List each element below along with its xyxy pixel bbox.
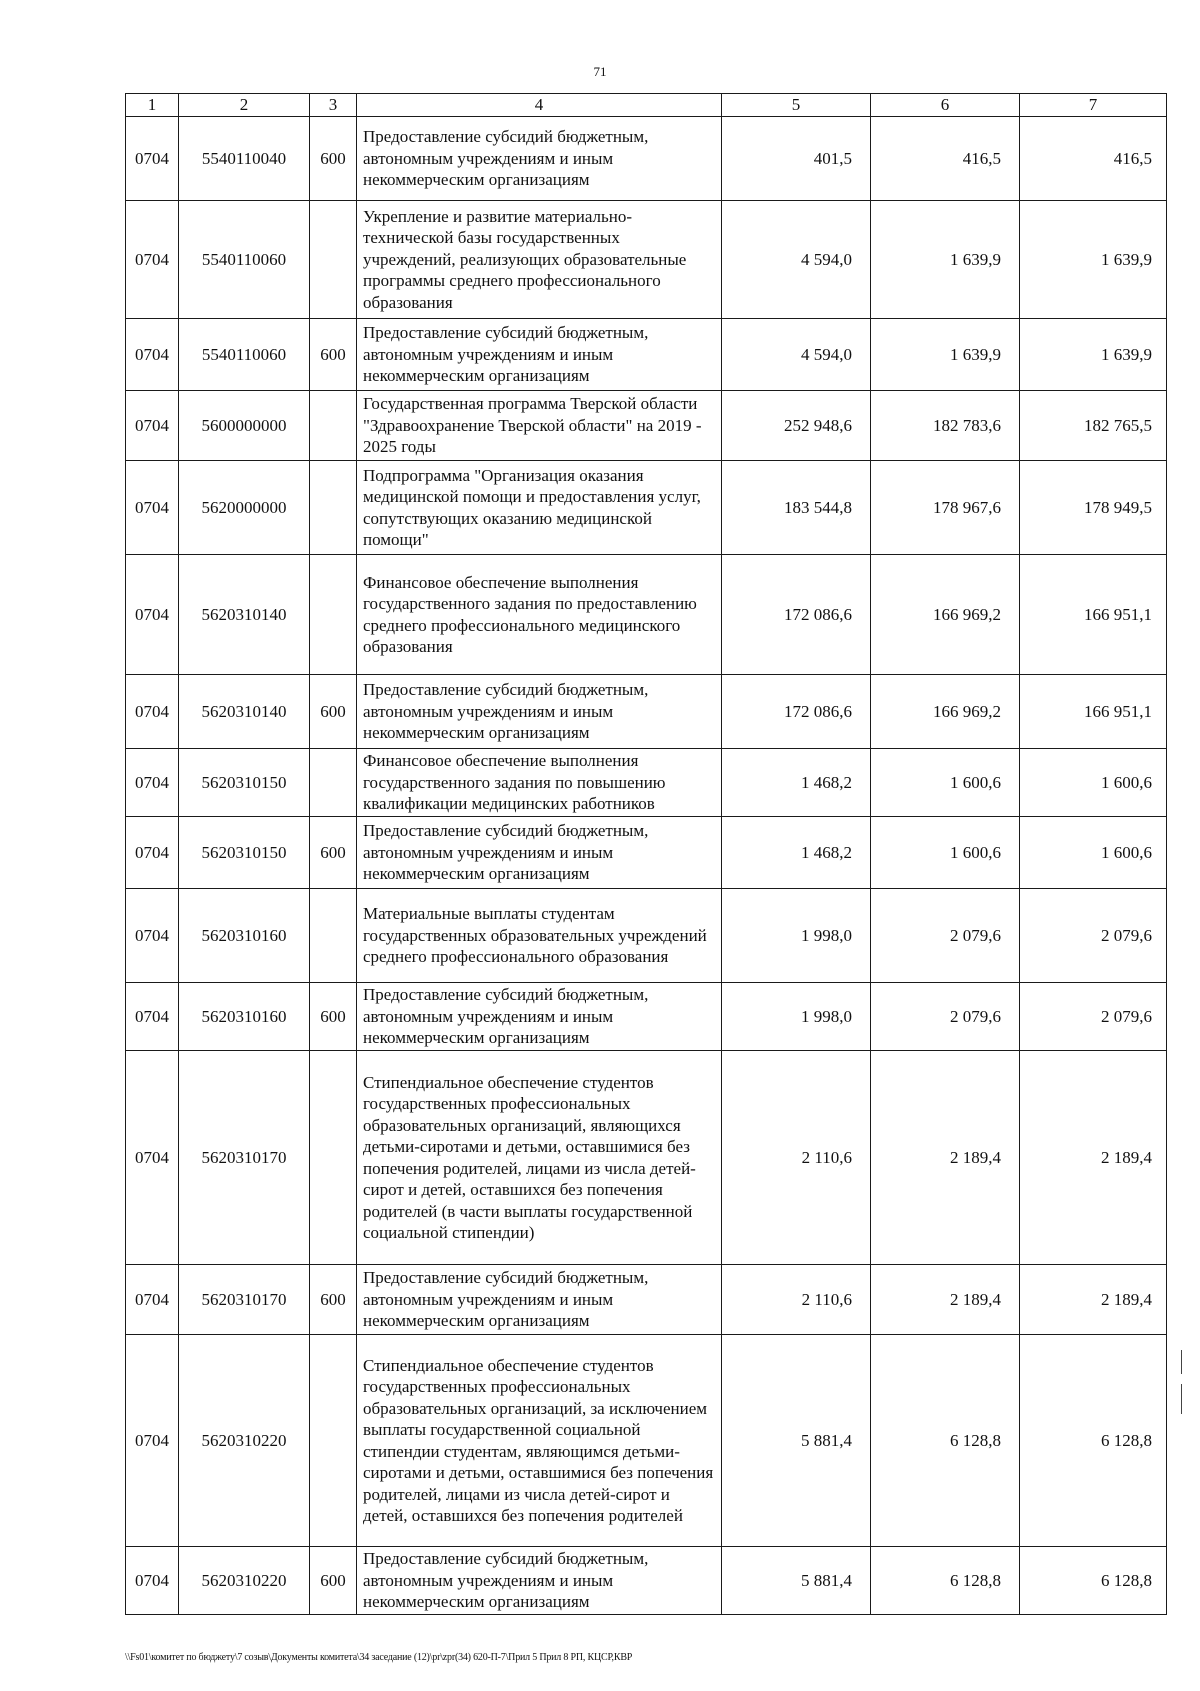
cell-description: Предоставление субсидий бюджетным, автономным учреждениям и иным некоммерческим организациям <box>357 319 722 391</box>
cell-section: 0704 <box>126 889 179 983</box>
table-row <box>126 555 1167 675</box>
cell-description: Финансовое обеспечение выполнения государственного задания по предоставлению среднего профессионального медицинского образования <box>357 555 722 675</box>
cell-amount-col7: 1 600,6 <box>1020 749 1167 817</box>
cell-expense-type: 600 <box>310 1265 357 1335</box>
cell-section: 0704 <box>126 117 179 201</box>
cell-target-code: 5620310160 <box>179 889 310 983</box>
cell-amount-col5: 172 086,6 <box>722 675 871 749</box>
cell-amount-col7: 2 079,6 <box>1020 889 1167 983</box>
cell-amount-col6: 182 783,6 <box>871 391 1020 461</box>
cell-amount-col7: 2 079,6 <box>1020 983 1167 1051</box>
cell-target-code: 5620310220 <box>179 1335 310 1547</box>
cell-expense-type: 600 <box>310 117 357 201</box>
cell-target-code: 5620310140 <box>179 555 310 675</box>
cell-expense-type: 600 <box>310 817 357 889</box>
cell-section: 0704 <box>126 1051 179 1265</box>
cell-section: 0704 <box>126 555 179 675</box>
cell-section: 0704 <box>126 1547 179 1615</box>
header-col-4: 4 <box>357 94 722 117</box>
cell-expense-type <box>310 555 357 675</box>
cell-description: Стипендиальное обеспечение студентов государственных профессиональных образовательных организаций, за исключением выплаты государственной социальной стипендии студентам, являющимся детьми-сиротами и детьми, оставшимися без попечения родителей, лицами из числа детей-сирот и детей, оставшихся без попечения родителей <box>357 1335 722 1547</box>
cell-expense-type: 600 <box>310 319 357 391</box>
cell-amount-col5: 1 468,2 <box>722 749 871 817</box>
cell-description: Стипендиальное обеспечение студентов государственных профессиональных образовательных организаций, являющихся детьми-сиротами и детьми, оставшимися без попечения родителей, лицами из числа детей-сирот и детей, оставшихся без попечения родителей (в части выплаты государственной социальной стипендии) <box>357 1051 722 1265</box>
cell-amount-col7: 1 639,9 <box>1020 201 1167 319</box>
cell-amount-col7: 6 128,8 <box>1020 1335 1167 1547</box>
cell-amount-col5: 1 998,0 <box>722 889 871 983</box>
cell-section: 0704 <box>126 391 179 461</box>
cell-expense-type <box>310 749 357 817</box>
table-row <box>126 889 1167 983</box>
cell-target-code: 5620310160 <box>179 983 310 1051</box>
table-row <box>126 1547 1167 1615</box>
cell-target-code: 5620310170 <box>179 1051 310 1265</box>
cell-amount-col5: 172 086,6 <box>722 555 871 675</box>
cell-amount-col6: 178 967,6 <box>871 461 1020 555</box>
table-row <box>126 817 1167 889</box>
cell-target-code: 5620310220 <box>179 1547 310 1615</box>
cell-target-code: 5600000000 <box>179 391 310 461</box>
cell-expense-type: 600 <box>310 1547 357 1615</box>
cell-description: Предоставление субсидий бюджетным, автономным учреждениям и иным некоммерческим организациям <box>357 817 722 889</box>
cell-expense-type <box>310 461 357 555</box>
cell-expense-type <box>310 889 357 983</box>
cell-expense-type <box>310 1051 357 1265</box>
cell-expense-type: 600 <box>310 675 357 749</box>
cell-amount-col6: 1 600,6 <box>871 817 1020 889</box>
cell-section: 0704 <box>126 817 179 889</box>
cell-section: 0704 <box>126 201 179 319</box>
table-row <box>126 117 1167 201</box>
cell-amount-col6: 416,5 <box>871 117 1020 201</box>
cell-amount-col5: 5 881,4 <box>722 1335 871 1547</box>
footer-file-path: \\Fs01\комитет по бюджету\7 созыв\Документы комитета\34 заседание (12)\pr\zpr(34) 620-П-7\Прил 5 Прил 8 РП, КЦСР,КВР <box>125 1652 633 1663</box>
cell-target-code: 5620310150 <box>179 817 310 889</box>
scan-edge-mark <box>1181 1384 1182 1414</box>
cell-amount-col7: 166 951,1 <box>1020 555 1167 675</box>
cell-target-code: 5620310170 <box>179 1265 310 1335</box>
cell-amount-col7: 178 949,5 <box>1020 461 1167 555</box>
cell-amount-col5: 1 468,2 <box>722 817 871 889</box>
cell-section: 0704 <box>126 319 179 391</box>
table-row <box>126 1051 1167 1265</box>
cell-description: Материальные выплаты студентам государственных образовательных учреждений среднего профессионального образования <box>357 889 722 983</box>
cell-expense-type <box>310 391 357 461</box>
cell-amount-col7: 2 189,4 <box>1020 1265 1167 1335</box>
cell-section: 0704 <box>126 1265 179 1335</box>
cell-amount-col5: 2 110,6 <box>722 1051 871 1265</box>
table-row <box>126 319 1167 391</box>
cell-amount-col5: 4 594,0 <box>722 201 871 319</box>
cell-target-code: 5540110060 <box>179 319 310 391</box>
scan-edge-mark <box>1181 1350 1182 1374</box>
cell-amount-col6: 2 189,4 <box>871 1265 1020 1335</box>
cell-amount-col7: 166 951,1 <box>1020 675 1167 749</box>
cell-target-code: 5620310140 <box>179 675 310 749</box>
header-col-2: 2 <box>179 94 310 117</box>
cell-amount-col7: 6 128,8 <box>1020 1547 1167 1615</box>
cell-description: Финансовое обеспечение выполнения государственного задания по повышению квалификации медицинских работников <box>357 749 722 817</box>
table-row <box>126 749 1167 817</box>
table-row <box>126 983 1167 1051</box>
cell-amount-col6: 6 128,8 <box>871 1335 1020 1547</box>
cell-description: Подпрограмма "Организация оказания медицинской помощи и предоставления услуг, сопутствующих оказанию медицинской помощи" <box>357 461 722 555</box>
table-row <box>126 461 1167 555</box>
header-col-3: 3 <box>310 94 357 117</box>
cell-amount-col5: 5 881,4 <box>722 1547 871 1615</box>
cell-expense-type <box>310 1335 357 1547</box>
cell-description: Предоставление субсидий бюджетным, автономным учреждениям и иным некоммерческим организациям <box>357 1547 722 1615</box>
cell-amount-col6: 1 639,9 <box>871 201 1020 319</box>
cell-description: Предоставление субсидий бюджетным, автономным учреждениям и иным некоммерческим организациям <box>357 983 722 1051</box>
header-col-1: 1 <box>126 94 179 117</box>
header-col-7: 7 <box>1020 94 1167 117</box>
cell-section: 0704 <box>126 675 179 749</box>
cell-amount-col6: 1 639,9 <box>871 319 1020 391</box>
cell-section: 0704 <box>126 983 179 1051</box>
cell-amount-col5: 4 594,0 <box>722 319 871 391</box>
cell-amount-col7: 416,5 <box>1020 117 1167 201</box>
cell-amount-col6: 1 600,6 <box>871 749 1020 817</box>
cell-amount-col5: 401,5 <box>722 117 871 201</box>
cell-description: Государственная программа Тверской области "Здравоохранение Тверской области" на 2019 - 2025 годы <box>357 391 722 461</box>
cell-amount-col5: 183 544,8 <box>722 461 871 555</box>
cell-target-code: 5620310150 <box>179 749 310 817</box>
header-row <box>126 94 1167 117</box>
cell-expense-type <box>310 201 357 319</box>
page-number: 71 <box>593 64 607 79</box>
cell-target-code: 5620000000 <box>179 461 310 555</box>
cell-section: 0704 <box>126 749 179 817</box>
table-row <box>126 1335 1167 1547</box>
table-row <box>126 201 1167 319</box>
cell-amount-col5: 252 948,6 <box>722 391 871 461</box>
cell-section: 0704 <box>126 461 179 555</box>
cell-section: 0704 <box>126 1335 179 1547</box>
cell-amount-col7: 1 639,9 <box>1020 319 1167 391</box>
cell-description: Укрепление и развитие материально-технической базы государственных учреждений, реализующих образовательные программы среднего профессионального образования <box>357 201 722 319</box>
cell-amount-col5: 2 110,6 <box>722 1265 871 1335</box>
table-header <box>126 94 1167 117</box>
cell-amount-col6: 2 079,6 <box>871 983 1020 1051</box>
table-row <box>126 675 1167 749</box>
cell-amount-col6: 166 969,2 <box>871 555 1020 675</box>
cell-amount-col6: 6 128,8 <box>871 1547 1020 1615</box>
cell-amount-col5: 1 998,0 <box>722 983 871 1051</box>
header-col-6: 6 <box>871 94 1020 117</box>
budget-table <box>125 93 1167 1615</box>
cell-amount-col6: 2 079,6 <box>871 889 1020 983</box>
cell-amount-col7: 182 765,5 <box>1020 391 1167 461</box>
cell-amount-col7: 1 600,6 <box>1020 817 1167 889</box>
cell-amount-col6: 2 189,4 <box>871 1051 1020 1265</box>
cell-description: Предоставление субсидий бюджетным, автономным учреждениям и иным некоммерческим организациям <box>357 675 722 749</box>
cell-target-code: 5540110060 <box>179 201 310 319</box>
cell-description: Предоставление субсидий бюджетным, автономным учреждениям и иным некоммерческим организациям <box>357 1265 722 1335</box>
table-row <box>126 391 1167 461</box>
cell-expense-type: 600 <box>310 983 357 1051</box>
table-body <box>126 117 1167 1615</box>
cell-amount-col7: 2 189,4 <box>1020 1051 1167 1265</box>
header-col-5: 5 <box>722 94 871 117</box>
cell-amount-col6: 166 969,2 <box>871 675 1020 749</box>
table-row <box>126 1265 1167 1335</box>
cell-description: Предоставление субсидий бюджетным, автономным учреждениям и иным некоммерческим организациям <box>357 117 722 201</box>
cell-target-code: 5540110040 <box>179 117 310 201</box>
